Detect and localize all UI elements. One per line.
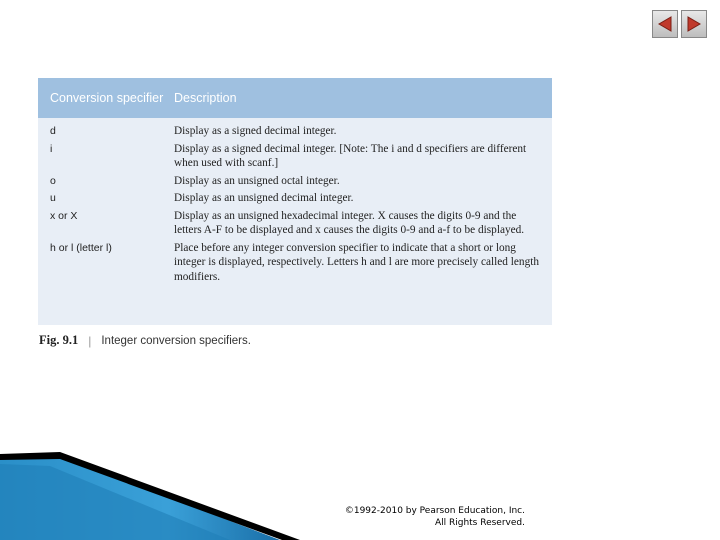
caption-text: Integer conversion specifiers. xyxy=(101,334,251,347)
slide-nav xyxy=(652,10,707,38)
figure-number: Fig. 9.1 xyxy=(39,333,79,347)
caption-separator: | xyxy=(88,333,92,348)
copyright-line-1: ©1992-2010 by Pearson Education, Inc. xyxy=(344,506,525,516)
prev-slide-button[interactable] xyxy=(652,10,678,38)
table-row xyxy=(38,191,552,206)
description-cell: Display as an unsigned octal integer. xyxy=(174,174,340,187)
specifier-cell: h or l (letter l) xyxy=(50,241,112,254)
description-cell: Display as an unsigned decimal integer. xyxy=(174,192,354,204)
table-row xyxy=(38,174,552,189)
specifier-cell: i xyxy=(50,142,53,155)
specifier-cell: o xyxy=(50,174,56,187)
specifier-cell: d xyxy=(50,125,56,137)
specifier-cell: x or X xyxy=(50,209,78,222)
copyright-line-2: All Rights Reserved. xyxy=(434,518,525,528)
copyright-notice xyxy=(295,505,525,529)
header-description: Description xyxy=(174,91,237,105)
description-cell: Place before any integer conversion specifier to indicate that a short or long integer is displayed, respectively. Letters h and l are more precisely called length modifiers. xyxy=(174,241,540,283)
description-cell: Display as a signed decimal integer. xyxy=(174,125,337,137)
next-slide-button[interactable] xyxy=(681,10,707,38)
conversion-specifier-table xyxy=(38,78,552,325)
table-row xyxy=(38,209,552,238)
description-cell: Display as an unsigned hexadecimal integer. X causes the digits 0-9 and the letters A-F to be displayed and x causes the digits 0-9 and a-f to be displayed. xyxy=(174,209,525,236)
header-conversion-specifier: Conversion specifier xyxy=(50,91,164,105)
specifier-cell: u xyxy=(50,192,56,204)
table-row xyxy=(38,124,552,139)
figure-caption xyxy=(39,333,251,348)
table-row xyxy=(38,241,552,285)
table-header xyxy=(38,78,552,118)
description-cell: Display as a signed decimal integer. [Note: The i and d specifiers are different when used with scanf.] xyxy=(174,142,527,169)
triangle-right-icon xyxy=(685,15,703,33)
triangle-left-icon xyxy=(656,15,674,33)
table-row xyxy=(38,142,552,171)
